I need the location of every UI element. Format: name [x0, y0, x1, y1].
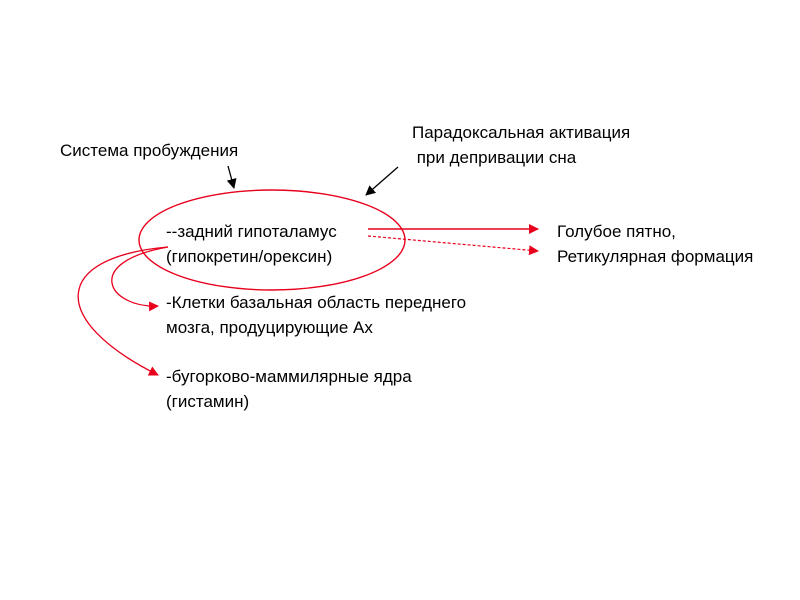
arousal-system-text: Система пробуждения — [60, 141, 239, 160]
tuberomammillary-label — [166, 364, 412, 414]
paradoxical-activation-label — [412, 120, 630, 170]
arousal-pointer-arrow — [228, 166, 234, 188]
tuberomammillary-line2: (гистамин) — [166, 392, 250, 411]
posterior-hypothalamus-line2: (гипокретин/орексин) — [166, 247, 333, 266]
basal-forebrain-label — [166, 290, 466, 340]
reticular-formation-line2: Ретикулярная формация — [557, 247, 754, 266]
basal-forebrain-line2: мозга, продуцирующие Ах — [166, 318, 373, 337]
posterior-hypothalamus-label — [166, 219, 337, 269]
basal-forebrain-line1: -Клетки базальная область переднего — [166, 293, 467, 312]
arrow-to-tuberomammillary — [78, 247, 168, 375]
paradoxical-activation-line2: при депривации сна — [412, 148, 577, 167]
paradoxical-pointer-arrow — [366, 167, 398, 195]
locus-coeruleus-label — [557, 219, 753, 269]
tuberomammillary-line1: -бугорково-маммилярные ядра — [166, 367, 412, 386]
paradoxical-activation-line1: Парадоксальная активация — [412, 123, 631, 142]
arrow-to-locus-dashed — [368, 236, 538, 251]
arousal-system-label — [60, 138, 238, 163]
locus-coeruleus-line1: Голубое пятно, — [557, 222, 676, 241]
posterior-hypothalamus-line1: --задний гипоталамус — [166, 222, 337, 241]
